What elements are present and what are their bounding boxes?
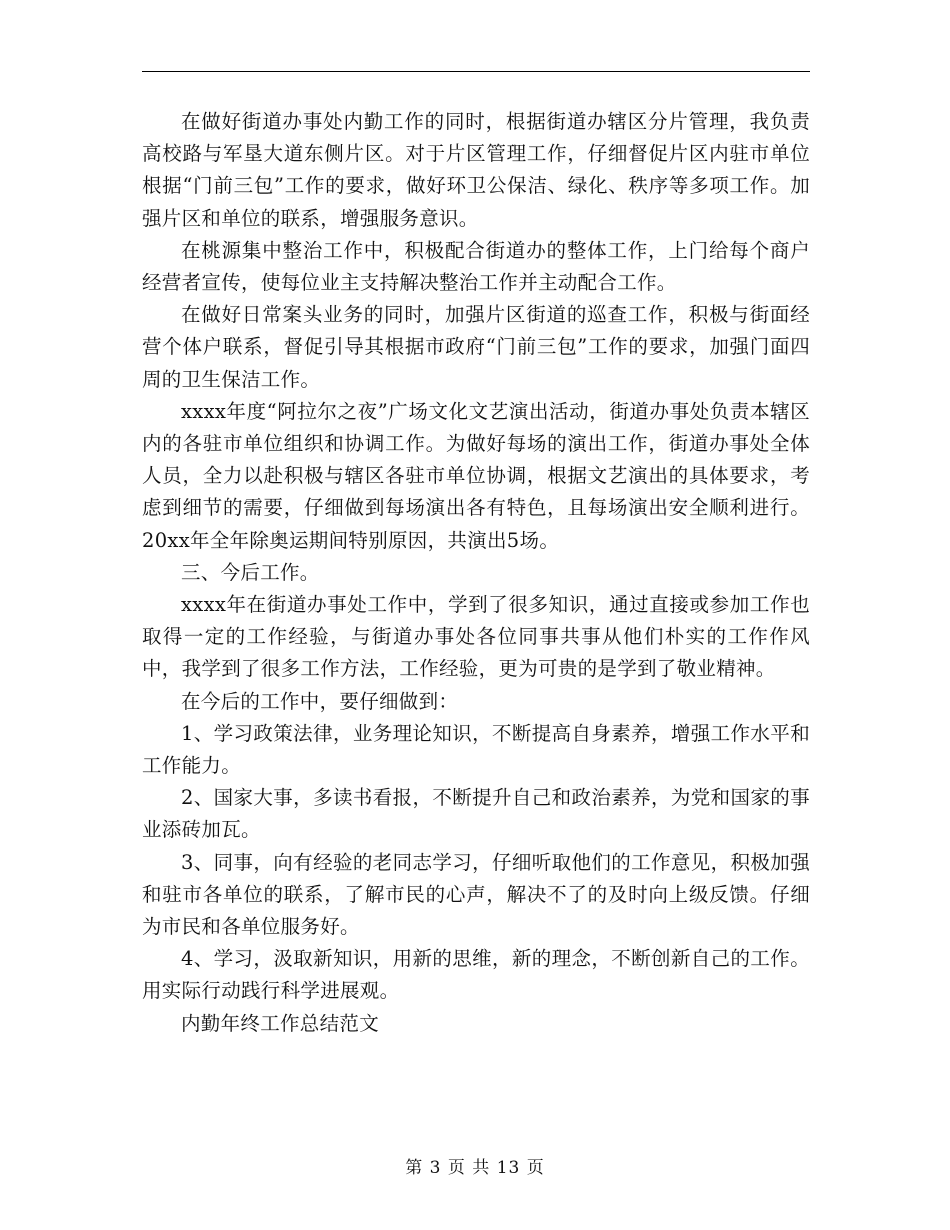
paragraph: 在做好街道办事处内勤工作的同时，根据街道办辖区分片管理，我负责高校路与军垦大道东侧片区。对于片区管理工作，仔细督促片区内驻市单位根据“门前三包”工作的要求，做好环卫公保洁、绿化、秩序等多项工作。加强片区和单位的联系，增强服务意识。 [142,110,810,230]
paragraph: xxxx年在街道办事处工作中，学到了很多知识，通过直接或参加工作也取得一定的工作经验，与街道办事处各位同事共事从他们朴实的工作作风中，我学到了很多工作方法，工作经验，更为可贵的是学到了敬业精神。 [142,593,810,681]
document-body [142,106,810,1040]
section-heading: 三、今后工作。 [181,560,320,584]
list-item: 4、学习，汲取新知识，用新的思维，新的理念，不断创新自己的工作。用实际行动践行科学进展观。 [142,947,810,1003]
paragraph: xxxx年度“阿拉尔之夜”广场文化文艺演出活动，街道办事处负责本辖区内的各驻市单位组织和协调工作。为做好每场的演出工作，街道办事处全体人员，全力以赴积极与辖区各驻市单位协调，根据文艺演出的具体要求，考虑到细节的需要，仔细做到每场演出各有特色，且每场演出安全顺利进行。20xx年全年除奥运期间特别原因，共演出5场。 [142,399,810,552]
list-item: 1、学习政策法律，业务理论知识，不断提高自身素养，增强工作水平和工作能力。 [142,721,810,778]
header-rule [142,71,810,72]
next-title: 内勤年终工作总结范文 [181,1011,380,1035]
page-footer: 第 3 页 共 13 页 [405,1158,545,1178]
paragraph: 在桃源集中整治工作中，积极配合街道办的整体工作，上门给每个商户经营者宣传，使每位业主支持解决整治工作并主动配合工作。 [142,238,810,295]
list-item: 3、同事，向有经验的老同志学习，仔细听取他们的工作意见，积极加强和驻市各单位的联系，了解市民的心声，解决不了的及时向上级反馈。仔细为市民和各单位服务好。 [142,850,810,939]
paragraph: 在今后的工作中，要仔细做到： [181,689,459,713]
paragraph: 在做好日常案头业务的同时，加强片区街道的巡查工作，积极与街面经营个体户联系，督促引导其根据市政府“门前三包”工作的要求，加强门面四周的卫生保洁工作。 [142,303,810,391]
list-item: 2、国家大事，多读书看报，不断提升自己和政治素养，为党和国家的事业添砖加瓦。 [142,786,810,842]
